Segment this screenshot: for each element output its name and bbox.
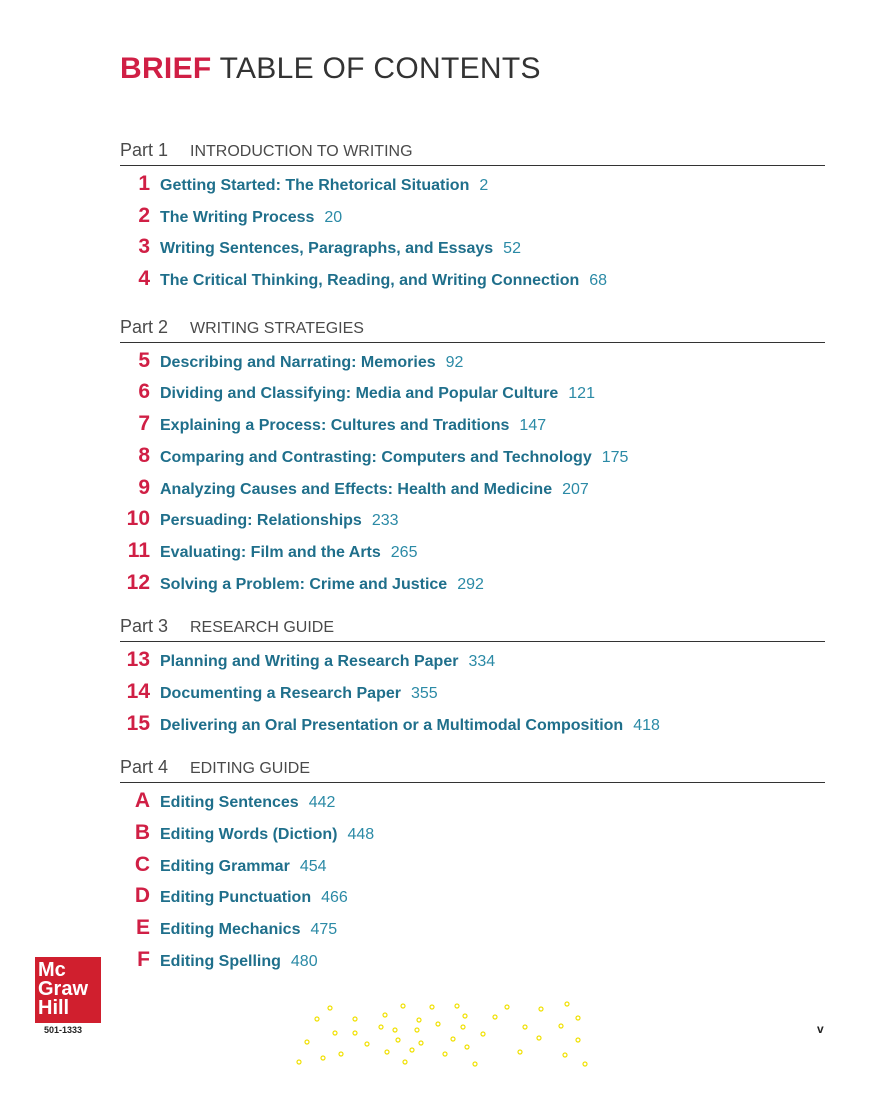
toc-part-section [120, 616, 825, 743]
part-header [120, 140, 825, 166]
part-label: Part 2 [120, 316, 169, 337]
chapter-title-link[interactable]: Analyzing Causes and Effects: Health and Medicine [160, 480, 553, 498]
part-heading: WRITING STRATEGIES [190, 319, 364, 337]
toc-entry[interactable] [120, 789, 825, 821]
chapter-page-number: 2 [479, 177, 489, 194]
chapter-title-link[interactable]: Dividing and Classifying: Media and Popular Culture [160, 385, 559, 403]
chapter-number: 14 [126, 679, 150, 703]
chapter-page-number: 52 [503, 240, 521, 258]
chapter-page-number: 20 [324, 208, 343, 226]
chapter-page-number: 334 [468, 653, 496, 671]
chapter-title-link[interactable]: Evaluating: Film and the Arts [160, 543, 381, 561]
chapter-page-number: 121 [568, 385, 595, 403]
chapter-title-link[interactable]: Editing Sentences [160, 794, 299, 812]
chapter-title-link[interactable]: Planning and Writing a Research Paper [160, 653, 459, 671]
chapter-page-number: 233 [371, 512, 399, 530]
chapter-number: 5 [138, 348, 150, 372]
chapter-page-number: 442 [308, 794, 336, 812]
chapter-page-number: 175 [601, 448, 629, 466]
toc-entry[interactable] [120, 648, 825, 680]
chapter-number: 8 [138, 443, 150, 467]
chapter-page-number: 466 [321, 889, 348, 907]
part-header [120, 616, 825, 642]
part-heading: RESEARCH GUIDE [190, 619, 335, 637]
part-header [120, 757, 825, 783]
toc-part-section [120, 140, 825, 299]
chapter-number: B [134, 821, 150, 844]
logo-line-1: Mc [38, 959, 66, 981]
chapter-title-link[interactable]: Writing Sentences, Paragraphs, and Essays [160, 240, 494, 258]
toc-entry[interactable] [120, 948, 825, 980]
part-label: Part 4 [120, 757, 169, 778]
chapter-number: 10 [126, 507, 150, 531]
chapter-number: F [137, 947, 150, 971]
toc-entry[interactable] [120, 712, 825, 744]
toc-part-section [120, 317, 825, 603]
toc-entry[interactable] [120, 853, 825, 885]
chapter-number: 4 [138, 267, 150, 291]
page-number: v [817, 1022, 824, 1036]
chapter-title-link[interactable]: Delivering an Oral Presentation or a Multimodal Composition [160, 716, 624, 734]
chapter-page-number: 207 [562, 480, 589, 498]
chapter-page-number: 448 [347, 826, 375, 843]
chapter-title-link[interactable]: Editing Mechanics [160, 921, 301, 939]
page-title [120, 52, 541, 86]
chapter-page-number: 418 [633, 716, 660, 734]
toc-entry[interactable] [120, 412, 825, 444]
chapter-title-link[interactable]: Explaining a Process: Cultures and Traditions [160, 417, 510, 435]
toc-entry[interactable] [120, 172, 825, 204]
chapter-number: E [135, 916, 150, 940]
chapter-page-number: 68 [589, 272, 608, 290]
toc-entry[interactable] [120, 539, 825, 571]
chapter-number: C [134, 852, 150, 876]
title-rest: TABLE OF CONTENTS [219, 52, 541, 85]
title-accent: BRIEF [120, 52, 212, 85]
chapter-number: 13 [126, 648, 150, 672]
logo-line-2: Graw [38, 978, 89, 1000]
toc-entry[interactable] [120, 235, 825, 267]
chapter-title-link[interactable]: Editing Punctuation [160, 889, 312, 907]
toc-entry[interactable] [120, 916, 825, 948]
chapter-number: 2 [138, 203, 150, 227]
chapter-title-link[interactable]: Editing Spelling [160, 952, 281, 970]
part-label: Part 3 [120, 616, 169, 637]
chapter-number: 3 [138, 235, 150, 259]
chapter-number: 6 [138, 380, 150, 404]
toc-entry[interactable] [120, 476, 825, 508]
chapter-page-number: 475 [310, 921, 338, 939]
part-heading: INTRODUCTION TO WRITING [190, 143, 413, 160]
toc-part-section [120, 757, 825, 979]
chapter-title-link[interactable]: Solving a Problem: Crime and Justice [160, 575, 448, 593]
toc-entry[interactable] [120, 444, 825, 476]
chapter-page-number: 480 [290, 952, 318, 970]
toc-entry[interactable] [120, 680, 825, 712]
logo-code: 501-1333 [44, 1025, 83, 1035]
chapter-page-number: 92 [445, 353, 464, 371]
chapter-number: 11 [127, 538, 150, 562]
chapter-title-link[interactable]: Editing Grammar [160, 857, 290, 875]
chapter-title-link[interactable]: The Critical Thinking, Reading, and Writing Connection [160, 272, 580, 290]
toc-entry[interactable] [120, 380, 825, 412]
chapter-number: 9 [138, 475, 150, 499]
chapter-title-link[interactable]: Getting Started: The Rhetorical Situation [160, 177, 470, 194]
chapter-number: D [134, 884, 150, 908]
chapter-title-link[interactable]: Persuading: Relationships [160, 512, 362, 530]
part-header [120, 317, 825, 343]
chapter-title-link[interactable]: Comparing and Contrasting: Computers and Technology [160, 448, 592, 466]
chapter-page-number: 355 [410, 684, 438, 702]
toc-entry[interactable] [120, 884, 825, 916]
toc-entry[interactable] [120, 821, 825, 853]
chapter-page-number: 292 [457, 575, 484, 593]
chapter-number: 7 [138, 412, 150, 436]
decorative-dots-pattern [295, 1000, 590, 1068]
toc-entry[interactable] [120, 349, 825, 381]
chapter-number: 12 [126, 570, 150, 594]
logo-line-3: Hill [38, 997, 70, 1019]
chapter-page-number: 265 [390, 543, 418, 561]
toc-entry[interactable] [120, 267, 825, 299]
chapter-title-link[interactable]: Documenting a Research Paper [160, 684, 401, 702]
toc-entry[interactable] [120, 507, 825, 539]
toc-entry[interactable] [120, 571, 825, 603]
chapter-title-link[interactable]: Describing and Narrating: Memories [160, 353, 436, 371]
chapter-page-number: 147 [519, 417, 547, 435]
part-heading: EDITING GUIDE [190, 760, 311, 778]
chapter-number: 15 [126, 711, 150, 735]
toc-entry[interactable] [120, 204, 825, 236]
part-label: Part 1 [120, 140, 169, 160]
publisher-logo [35, 957, 101, 1023]
chapter-page-number: 454 [299, 857, 327, 875]
chapter-number: A [134, 789, 150, 813]
table-of-contents [120, 140, 825, 993]
chapter-title-link[interactable]: Editing Words (Diction) [160, 826, 338, 843]
chapter-title-link[interactable]: The Writing Process [160, 208, 315, 226]
chapter-number: 1 [138, 172, 150, 195]
